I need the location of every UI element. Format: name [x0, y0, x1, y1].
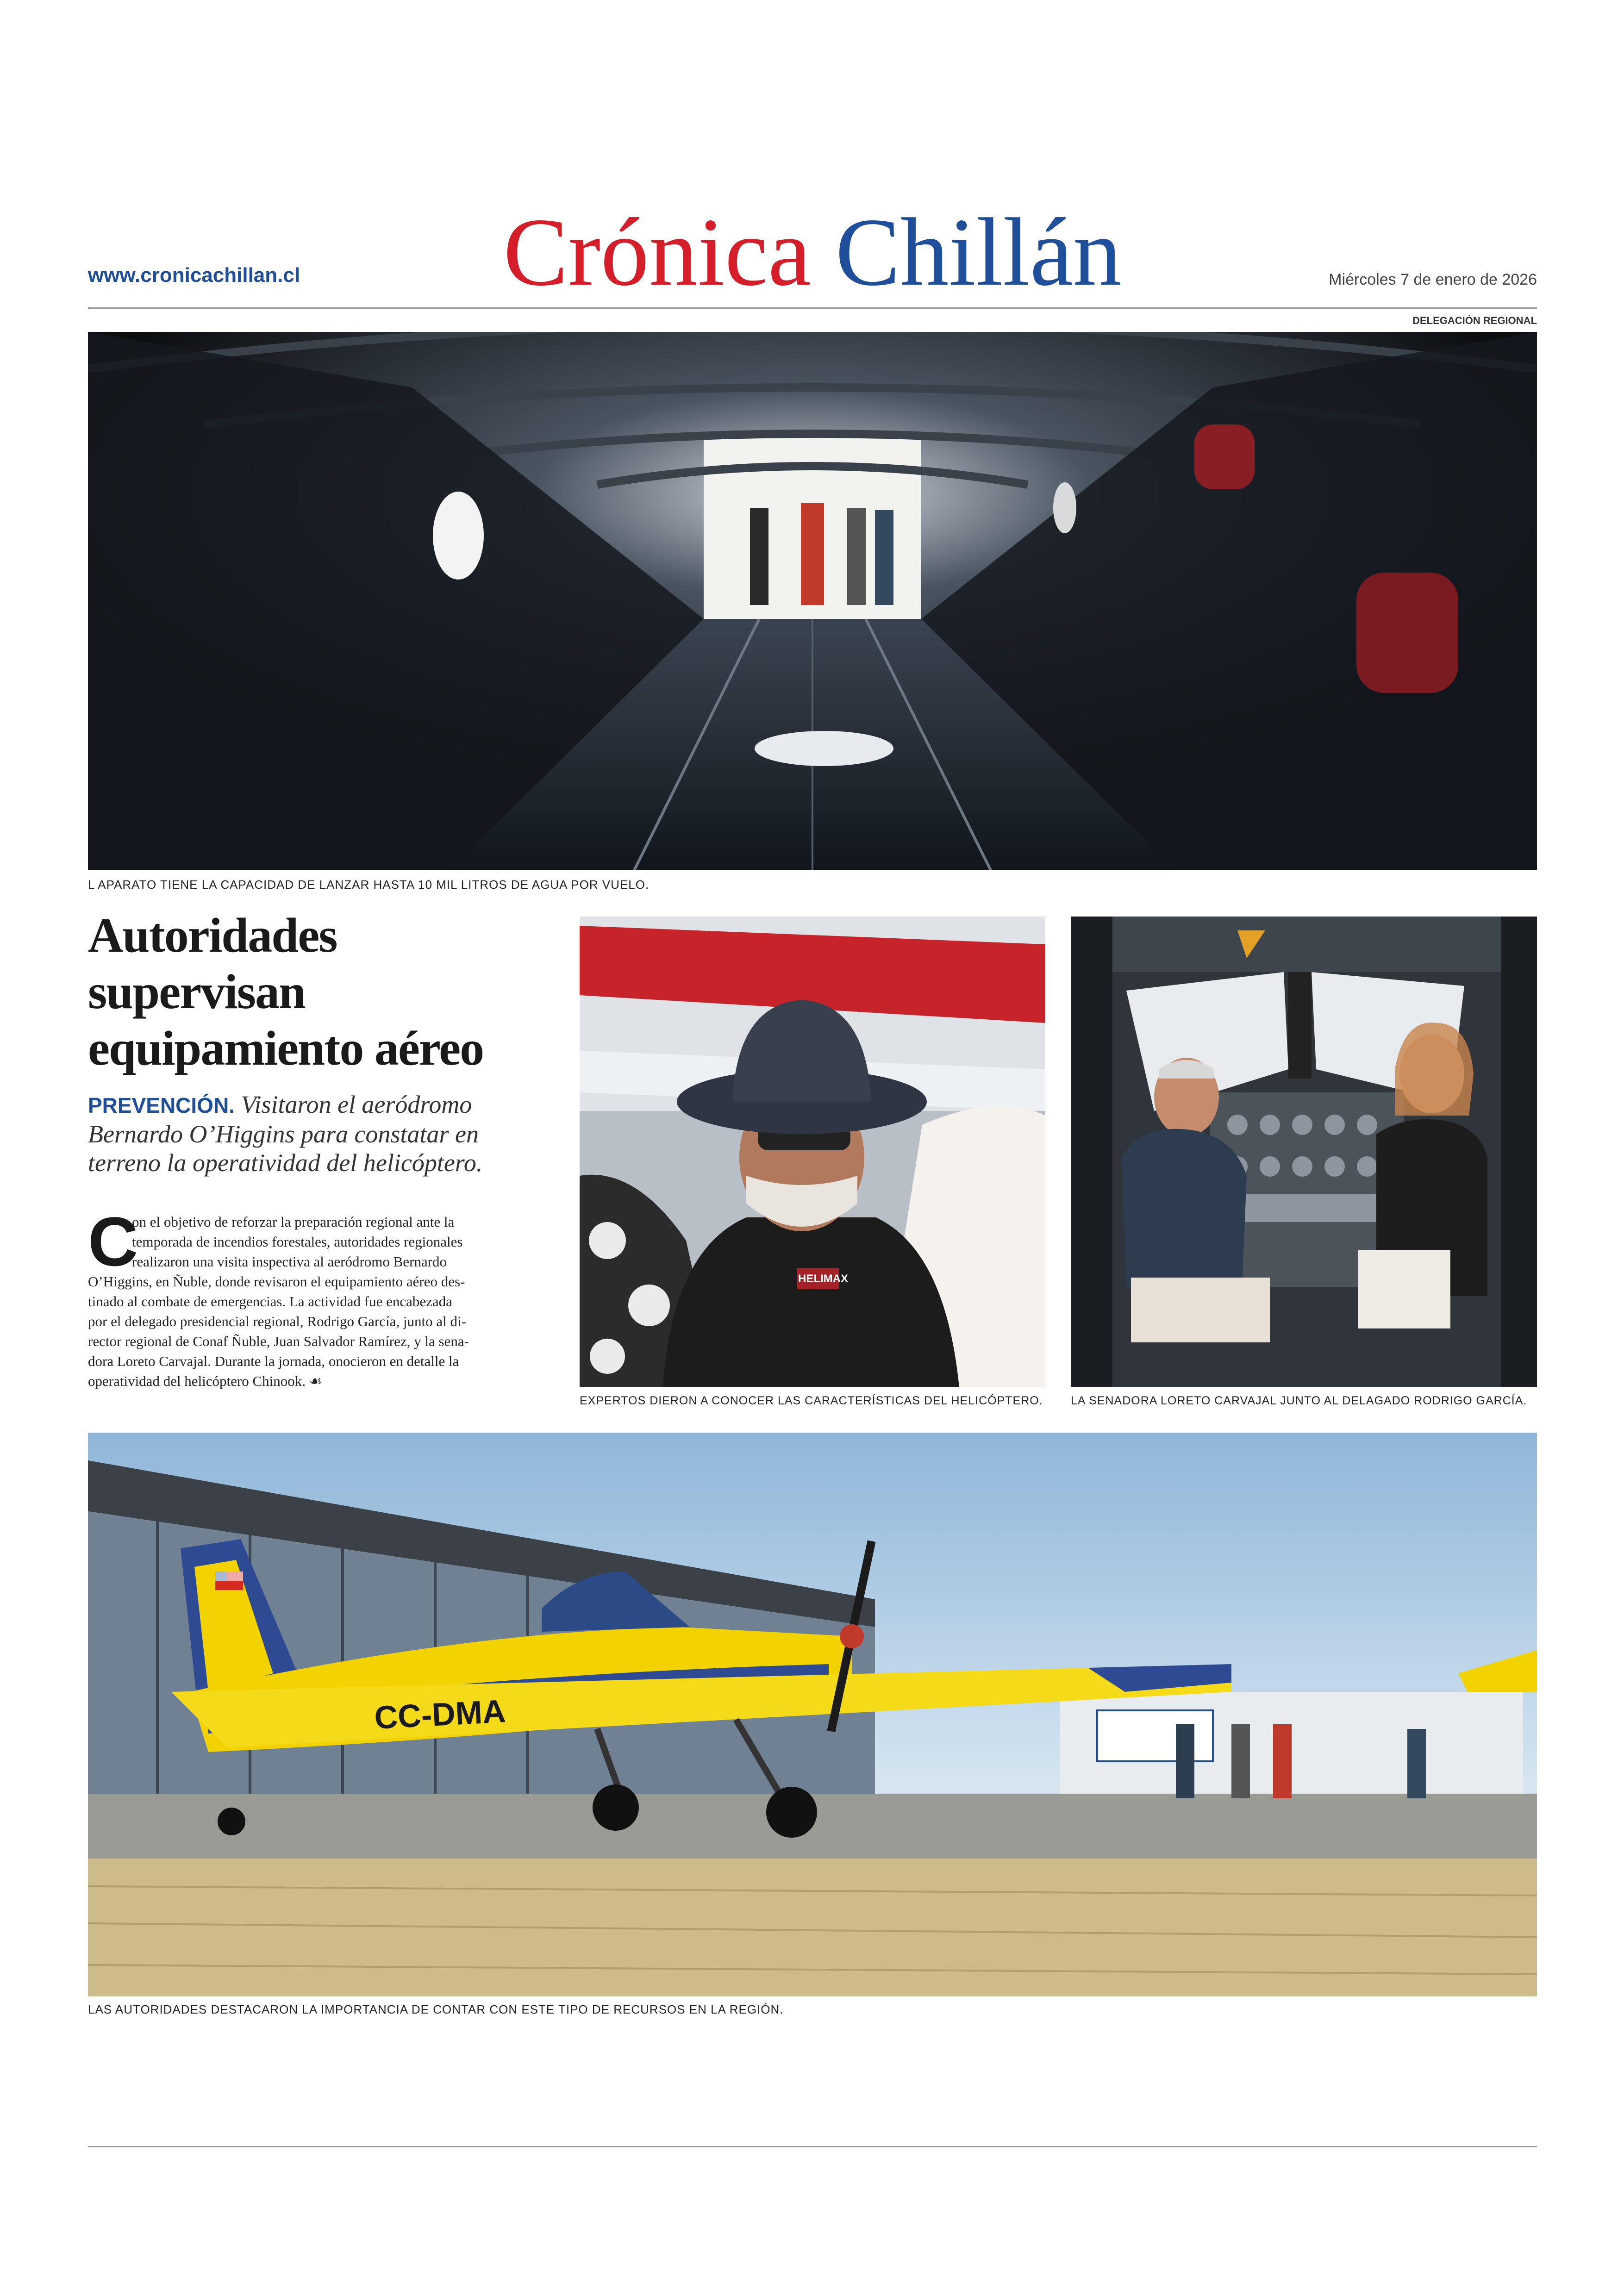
photo-expert [580, 917, 1045, 1387]
body-line-1: on el objetivo de reforzar la preparación regional ante la [132, 1214, 455, 1230]
caption-bottom-photo: LAS AUTORIDADES DESTACARON LA IMPORTANCIA DE CONTAR CON ESTE TIPO DE RECURSOS EN LA REGIÓN. [88, 2002, 784, 2016]
logo-word-chillan: Chillán [835, 199, 1122, 306]
lead-line-2: Bernardo O’Higgins para constatar en [88, 1120, 479, 1148]
headline-line-2: supervisan [88, 965, 305, 1019]
caption-top-photo: L APARATO TIENE LA CAPACIDAD DE LANZAR HASTA 10 MIL LITROS DE AGUA POR VUELO. [88, 878, 650, 892]
body-line-5: tinado al combate de emergencias. La actividad fue encabezada [88, 1293, 452, 1310]
headline [88, 907, 579, 1077]
masthead-rule [88, 307, 1537, 309]
section-label: DELEGACIÓN REGIONAL [1412, 315, 1537, 326]
caption-right-photo: LA SENADORA LORETO CARVAJAL JUNTO AL DELAGADO RODRIGO GARCÍA. [1071, 1394, 1527, 1407]
issue-date: Miércoles 7 de enero de 2026 [1329, 271, 1537, 288]
masthead-logo [498, 199, 1127, 306]
shirt-brand-text: HELIMAX [798, 1272, 848, 1285]
body-line-7: rector regional de Conaf Ñuble, Juan Salvador Ramírez, y la sena- [88, 1333, 469, 1349]
body-line-4: O’Higgins, en Ñuble, donde revisaron el equipamiento aéreo des- [88, 1273, 465, 1290]
photo-helicopter-cabin [88, 332, 1537, 870]
headline-line-1: Autoridades [88, 908, 337, 962]
dropcap: C [88, 1203, 138, 1280]
kicker: PREVENCIÓN. [88, 1093, 235, 1117]
body-line-8: dora Loreto Carvajal. Durante la jornada, onocieron en detalle la [88, 1353, 459, 1369]
footer-rule [88, 2146, 1537, 2147]
body-line-6: por el delegado presidencial regional, Rodrigo García, junto al di- [88, 1313, 466, 1329]
body-line-3: realizaron una visita inspectiva al aeródromo Bernardo [132, 1254, 447, 1270]
photo-cockpit [1071, 917, 1537, 1387]
lead-line-1: Visitaron el aeródromo [241, 1091, 472, 1118]
caption-middle-photo: EXPERTOS DIERON A CONOCER LAS CARACTERÍSTICAS DEL HELICÓPTERO. [580, 1394, 1043, 1407]
site-url[interactable]: www.cronicachillan.cl [88, 264, 300, 287]
body-line-9: operatividad del helicóptero Chinook. ☙ [88, 1373, 322, 1389]
lead-line-3: terreno la operatividad del helicóptero. [88, 1149, 483, 1177]
lead [88, 1090, 579, 1177]
body-line-2: temporada de incendios forestales, autoridades regionales [132, 1234, 463, 1250]
plane-registration: CC-DMA [373, 1693, 507, 1736]
logo-word-cronica: Crónica [503, 199, 811, 306]
headline-line-3: equipamiento aéreo [88, 1021, 484, 1075]
photo-yellow-plane [88, 1433, 1537, 1996]
